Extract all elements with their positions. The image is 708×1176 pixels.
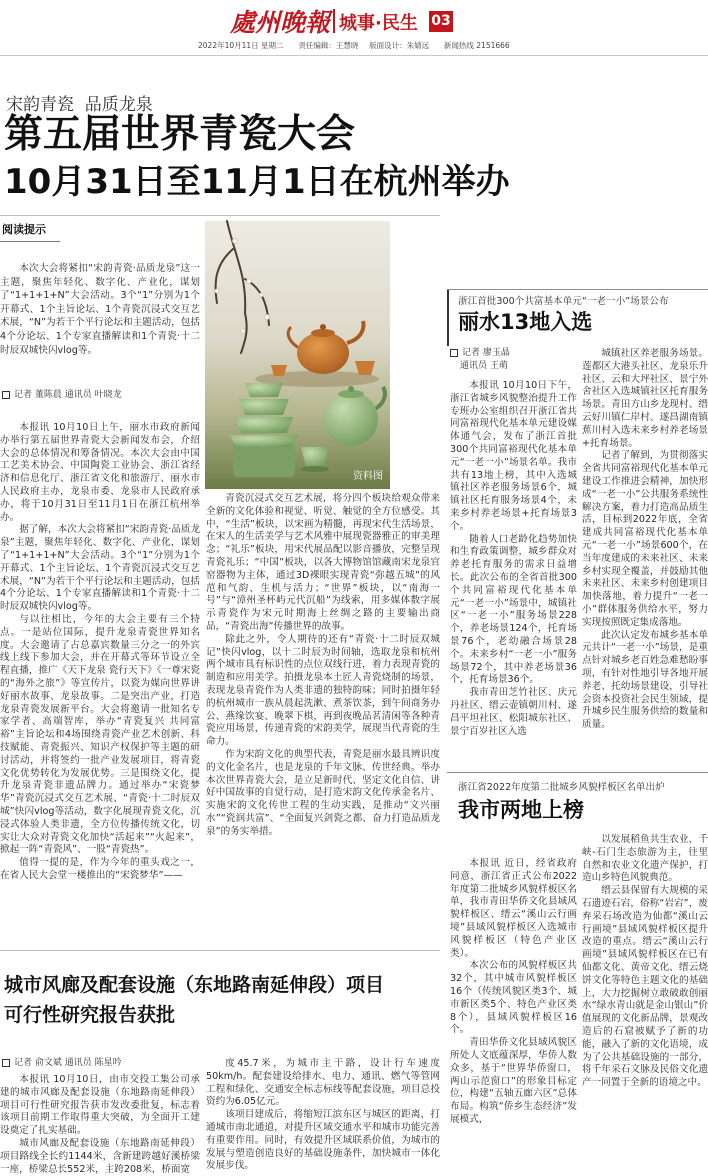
paragraph: 本报讯 10月10日上午，丽水市政府新闻办举行第五届世界青瓷大会新闻发布会，介绍大会的总体情况和筹备情况。本次大会由中国工艺美术协会、中国陶瓷工业协会、浙江省经济和信息化厅、浙江省文化和旅游厅、丽水市人民政府主办，龙泉市委、龙泉市人民政府承办，将于10月31日至11月1日在浙江杭州举办。 bbox=[0, 422, 200, 523]
story3-kicker: 浙江省2022年度第二批城乡风貌样板区名单出炉 bbox=[458, 782, 665, 793]
reading-tip-box bbox=[0, 221, 200, 381]
lead-headline-rule bbox=[0, 215, 440, 216]
editor-credit: 责任编辑：王慧晓 bbox=[298, 41, 359, 50]
story2-byline bbox=[450, 347, 510, 373]
story2-top-rule bbox=[447, 289, 708, 290]
lead-headline-1: 第五届世界青瓷大会 bbox=[4, 112, 356, 157]
story2-headline: 丽水13地入选 bbox=[458, 310, 593, 334]
story2-column-2 bbox=[582, 348, 708, 762]
story2-byline-correspondent: 通讯员 王萌 bbox=[460, 361, 508, 371]
story4-top-rule bbox=[0, 950, 440, 951]
story4-headline-line-1: 城市风廊及配套设施（东地路南延伸段）项目 bbox=[4, 974, 385, 996]
designer-credit: 版面设计：朱婧远 bbox=[369, 41, 430, 50]
issue-date: 2022年10月11日 星期二 bbox=[198, 41, 284, 50]
reporter-icon bbox=[2, 1059, 10, 1067]
paragraph: 青田华侨文化县域风貌区所处人文底蕴深厚，华侨人数众多，基于“世界华侨窗口，两山示范窗口”的形象目标定位，构建“五轴五廊六区”总体布局。构筑“侨乡生态经济”发展模式， bbox=[450, 1037, 577, 1125]
story3-column-2 bbox=[582, 834, 708, 1162]
story2-column-1 bbox=[450, 380, 577, 764]
lead-column-1 bbox=[0, 422, 200, 906]
reporter-icon bbox=[2, 391, 10, 399]
paragraph: 缙云县保留有大规模的采石遗迹石宕，俗称“岩宕”，废弃采石场改造为仙都“溪山云行画境”县域风貌样板区提升改造的重点。缙云“溪山云行画境”县域风貌样板区在已有仙都文化、黄帝文化、缙云烧饼文化等特色主题文化的基础上，大力挖掘树立敢破敢创丽水“绿水青山就是金山银山”价值展现的文化新品牌，景观改造后的石窟被赋予了新的功能，融入了新的文化语境，成为了公共基础设施的一部分，将千年采石文脉及民俗文化遗产一同置于全新的语境之中。 bbox=[582, 885, 708, 1089]
paragraph: 随着人口老龄化趋势加快和生育政策调整，城乡群众对养老托育服务的需求日益增长。此次公布的全省首批300个共同富裕现代化基本单元“一老一小”场景中，城镇社区“一老一小”服务场景228个，养老场景124个，托育场景76个，老幼融合场景28个。未来乡村“一老一小”服务场景72个，其中养老场景36个，托育场景36个。 bbox=[450, 533, 577, 686]
paragraph: 与以往相比，今年的大会主要有三个特点。一是站位国际，提升龙泉青瓷世界知名度。大会邀请了占总嘉宾数量三分之一的外宾线上线下参加大会，并在开幕式等环节设立全程直播，推广《天下龙泉 瓷行天下》《一尊宋瓷的“海外之旅”》等宣传片，以瓷为媒向世界讲好丽水故事、龙泉故事。二是突出产业，打造龙泉青瓷发展新平台。大会将邀请一批知名专家学者、高端智库，举办“青瓷复兴 共同富裕”主旨论坛和4场围绕青瓷产业艺术创新、科技赋能、青瓷振兴、知识产权保护等主题的研讨活动，并将签约一批产业发展项目，将青瓷文化优势转化为发展优势。三是围绕文化，提升龙泉青瓷非遗品牌力。通过举办“宋瓷梦华”青瓷沉浸式交互艺术展、“青瓷·十二时辰双城”快闪vlog等活动，数字化展现青瓷文化，沉浸式体验人类非遗，全方位传播传统文化，切实让大众对青瓷文化加快“活起来”“火起来”，掀起一阵“青瓷风”、一股“青瓷热”。 bbox=[0, 613, 200, 856]
story2-header-bar bbox=[447, 290, 449, 346]
story2-byline-reporter: 记者 廖玉晶 bbox=[462, 348, 510, 358]
story4-byline bbox=[2, 1057, 122, 1070]
celadon-photo-art bbox=[205, 221, 390, 489]
paragraph: 本报讯 近日，经省政府同意，浙江省正式公布2022年度第二批城乡风貌样板区名单，我市青田华侨文化县域风貌样板区、缙云“溪山云行画境”县域风貌样板区入选城市风貌样板区（特色产业区类）。 bbox=[450, 858, 577, 959]
section-title: 城事·民生 bbox=[339, 13, 418, 34]
paragraph: 青瓷沉浸式交互艺术展，将分四个板块给观众带来全新的文化体验和视觉、听觉、触觉的全方位感受。其中，“生活”板块，以宋画为精髓，再现宋代生活场景，在宋人的生活美学与艺术风雅中展现瓷器雅正的审美理念；“礼乐”板块，用宋代展品配以影音播放，完整呈现青瓷礼乐；“中国”板块，以各大博物馆馆藏南宋龙泉官窑器物为主体，通过3D裸眼实现青瓷“弥越五城”的风范和气韵、生机与活力；“世界”板块，以“南海一号”与“漳州圣杯屿元代沉船”为线索，用多媒体数字展示青瓷作为宋元时期海上丝绸之路的主要输出商品，“青瓷出海”传播世界的故事。 bbox=[206, 493, 440, 632]
story2-kicker: 浙江首批300个共富基本单元“一老一小”场景公布 bbox=[458, 296, 669, 307]
paragraph: 除此之外，令人期待的还有“青瓷·十二时辰双城记”快闪vlog，以十二时辰为时间轴，选取龙泉和杭州两个城市具有标识性的点位双线行进，着力表现青瓷的制造和应用美学。拍摄龙泉本土匠人青瓷烧制的场景，表现龙泉青瓷作为人类非遗的独特韵味；同时拍摄年轻的杭州城市一族从晨起洗漱、煮茶饮茶，到午间商务办公、燕缘饮宴、晚翠下棋，再到夜晚品茗清闲等各种青瓷应用场景，传递青瓷的宋韵美学，展现当代青瓷的生命力。 bbox=[206, 633, 440, 748]
news-hotline: 新闻热线 2151666 bbox=[443, 41, 510, 50]
lead-headline-2: 10月31日至11月1日在杭州举办 bbox=[4, 162, 510, 202]
paragraph: 度45.7米，为城市主干路，设计行车速度50km/h。配套建设给排水、电力、通讯、燃气等管网工程和绿化、交通安全标志标线等配套设施，项目总投资约为6.05亿元。 bbox=[206, 1058, 440, 1108]
story3-column-1 bbox=[450, 858, 577, 1162]
story4-column-2 bbox=[206, 1058, 440, 1172]
celadon-small-cup bbox=[301, 447, 329, 472]
masthead-logo: 處州晚報 bbox=[230, 8, 331, 37]
paragraph: 本报讯 10月10日，由市交投工集公司承建的城市风廊及配套设施（东地路南延伸段）项目可行性研究报告获市发改委批复，标志着该项目前期工作取得重大突破，为全面开工建设奠定了扎实基础。 bbox=[0, 1074, 200, 1137]
paragraph: 城镇社区养老服务场景。莲都区大港头社区、龙泉乐升社区、云和大坪社区、景宁外舍社区入选城镇社区托育服务场景。青田方山乡龙现村、缙云好川镇仁岸村、遂昌湖南镇蕉川村入选未来乡村养老场景+托育场景。 bbox=[582, 348, 708, 449]
paragraph: 据了解，本次大会将紧扣“宋韵青瓷·品质龙泉”主题，聚焦年轻化、数字化、产业化，谋划了“1+1+1+N”大会活动。3个“1”分别为1个开幕式、1个主旨论坛、1个青瓷沉浸式交互艺术展，“N”为若干个平行论坛和主题活动，包括4个分论坛、1个专家直播解读和1个青瓷·十二时辰双城快闪vlog等。 bbox=[0, 524, 200, 613]
story4-headline bbox=[4, 970, 384, 1030]
paragraph: 城市风廊及配套设施（东地路南延伸段）项目路线全长约1144米，含新建跨越好溪桥梁一座，桥梁总长552米，主跨208米，桥面宽 bbox=[0, 1137, 200, 1175]
paragraph: 记者了解到，为贯彻落实全省共同富裕现代化基本单元建设工作推进会精神，加快形成“一老一小”公共服务系统性解决方案，着力打造高品质生活，目标到2022年底，全省建成共同富裕现代化基本单元“一老一小”场景600个，在当年度建成的未来社区、未来乡村实现全覆盖，并鼓励其他未来社区、未来乡村创建项目加快落地，着力提升“一老一小”群体服务供给水平，努力实现按照既定集成落地。 bbox=[582, 450, 708, 628]
celadon-photo bbox=[205, 221, 390, 489]
paragraph: 我市青田芝竹社区、庆元丹社区、缙云壶镇朝川村、遂昌平坦社区、松阳城东社区、景宁百岁社区入选 bbox=[450, 687, 577, 737]
dateline bbox=[198, 40, 510, 51]
story4-column-1 bbox=[0, 1074, 200, 1175]
story3-top-rule bbox=[447, 772, 708, 773]
masthead-divider bbox=[333, 9, 335, 33]
lead-byline bbox=[2, 389, 122, 402]
paragraph: 该项目建成后，将缩短江滨东区与城区的距离，打通城市南北通道，对提升区域交通水平和城市功能完善有重要作用。同时，有效提升区域联系价值，为城市的发展与塑造创造良好的基础设施条件，加快城市一体化发展步伐。 bbox=[206, 1109, 440, 1172]
reading-tip-title: 阅读提示 bbox=[2, 223, 46, 236]
paragraph: 本报讯 10月10日下午，浙江省城乡风貌整治提升工作专班办公室组织召开浙江省共同富裕现代化基本单元建设媒体通气会，发布了浙江首批300个共同富裕现代化基本单元“一老一小”场景名单。我市共有13地上榜，其中入选城镇社区养老服务场景6个，城镇社区托育服务场景4个，未来乡村养老场景+托育场景3个。 bbox=[450, 380, 577, 532]
header-rule bbox=[0, 55, 708, 56]
paragraph: 此次认定发布城乡基本单元共计“一老一小”场景，是重点针对城乡老百姓急难愁盼事项，有针对性地引导各地开展养老、托幼场景建设，引导社会资本投资社会民生领域，提升城乡民生服务供给的数量和质量。 bbox=[582, 629, 708, 731]
lead-column-2 bbox=[206, 493, 440, 906]
paragraph: 值得一提的是，作为今年的重头戏之一，在省人民大会堂一楼推出的“宋瓷梦华”—— bbox=[0, 857, 200, 881]
paragraph: 本次公布的风貌样板区共32个，其中城市风貌样板区16个（传统风貌区类3个、城市新区类5个、特色产业区类8个），县域风貌样板区16个。 bbox=[450, 960, 577, 1036]
story3-headline: 我市两地上榜 bbox=[458, 798, 584, 822]
reading-tip-rule bbox=[0, 241, 60, 242]
lead-kicker: 宋韵青瓷 品质龙泉 bbox=[6, 95, 153, 115]
photo-caption: 资料图 bbox=[353, 471, 383, 482]
paragraph: 以发展稻鱼共生农业、千峡-石门生态旅游为主，往里自然和农业文化遗产保护，打造山乡特色风貌典范。 bbox=[582, 834, 708, 884]
reading-tip-text: 本次大会将紧扣“宋韵青瓷·品质龙泉”这一主题，聚焦年轻化、数字化、产业化，谋划了“1+1+1+N”大会活动。3个“1”分别为1个开幕式、1个主旨论坛、1个青瓷沉浸式交互艺术展，“N”为若干个平行论坛和主题活动，包括4个分论坛、1个专家直播解读和1个青瓷·十二时辰双城快闪vlog等。 bbox=[0, 263, 200, 356]
paragraph: 作为宋韵文化的典型代表，青瓷是丽水最具辨识度的文化金名片，也是龙泉的千年文脉、传世经典。举办本次世界青瓷大会，是立足新时代、坚定文化自信、讲好中国故事的自觉行动，是打造宋韵文化传承金名片、实施宋韵文化传世工程的生动实践，是推动“文兴丽水”“瓷润共富”、“全面复兴剑瓷之都、奋力打造品质龙泉”的务实举措。 bbox=[206, 748, 440, 837]
page-number-badge: 03 bbox=[429, 11, 453, 32]
story4-byline-text: 记者 俞文斌 通讯员 陈星吟 bbox=[14, 1058, 122, 1068]
story4-headline-line-2: 可行性研究报告获批 bbox=[4, 1004, 176, 1026]
lead-byline-text: 记者 董陈晨 通讯员 叶晓龙 bbox=[14, 390, 122, 400]
reporter-icon bbox=[450, 349, 458, 357]
